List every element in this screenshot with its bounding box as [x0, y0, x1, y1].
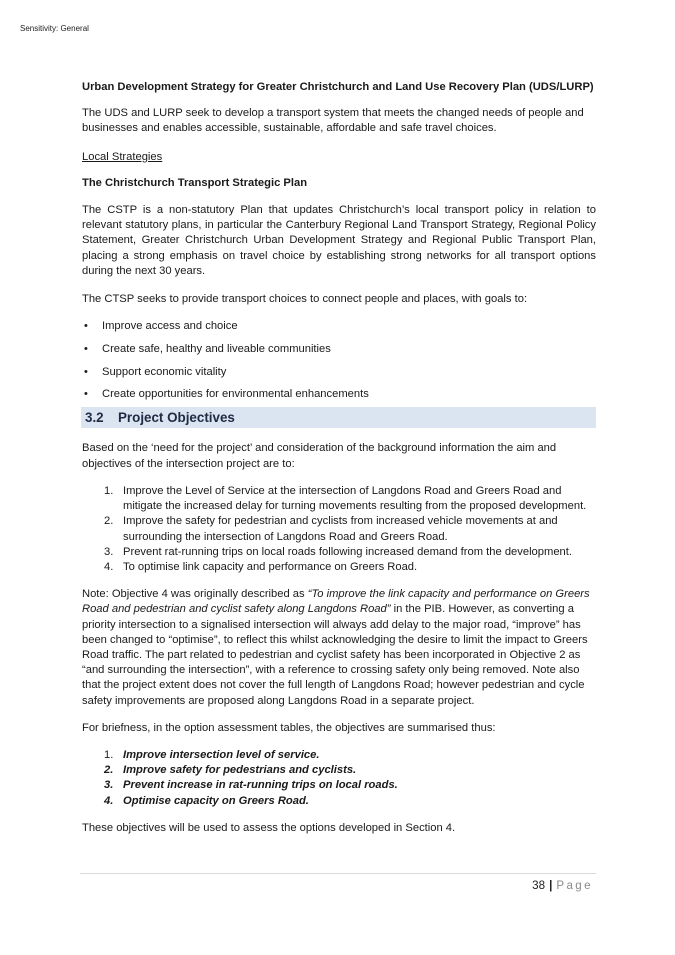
uds-body: The UDS and LURP seek to develop a transport system that meets the changed needs of people and businesses and enables accessible, sustainable, affordable and safe travel choices. [82, 107, 584, 135]
sensitivity-label: Sensitivity: General [20, 24, 89, 33]
objective-note: Note: Objective 4 was originally described as “To improve the link capacity and performance on Greers Road and pedestrian and cyclist safety along Langdons Road” in the PIB. However, as converting a priority intersection to a signalised intersection will always add delay to the major road, “improve” has been changed to “optimise”, to reflect this whilst acknowledging the desire to limit the impact to Greers Road traffic. The part related to pedestrian and cyclist safety has been incorporated in Objective 2 as “and surrounding the intersection”, with a reference to crossing safety only being removed. Note also that the project extent does not cover the full length of Langdons Road; however pedestrian and cycle safety improvements are proposed along Langdons Road in a separate project. [82, 588, 590, 707]
local-strategies-heading: Local Strategies [82, 150, 163, 163]
objectives-list [82, 484, 596, 575]
list-item: • Improve access and choice [82, 319, 596, 334]
summary-closing: These objectives will be used to assess the options developed in Section 4. [82, 821, 456, 834]
document-body [82, 80, 596, 836]
list-item: 4. Optimise capacity on Greers Road. [104, 794, 309, 807]
bullet-icon: • [84, 320, 88, 333]
ctsp-intro: The CTSP seeks to provide transport choices to connect people and places, with goals to: [82, 293, 528, 306]
list-item: 2. Improve the safety for pedestrian and cyclists from increased vehicle movements at and surrounding the intersection of Langdons Road and Greers Road. [104, 515, 558, 543]
list-item: 3. Prevent increase in rat-running trips on local roads. [104, 779, 398, 792]
footer-separator: | [549, 879, 553, 892]
list-item: 1. Improve intersection level of service. [104, 748, 320, 761]
footer-divider [80, 873, 596, 874]
list-item: 4. To optimise link capacity and performance on Greers Road. [104, 560, 418, 573]
objectives-intro: Based on the ‘need for the project’ and consideration of the background information the aim and objectives of the intersection project are to: [82, 442, 557, 470]
page-number: 38 [532, 879, 546, 892]
cstp-heading: The Christchurch Transport Strategic Plan [82, 176, 308, 189]
list-item: • Create safe, healthy and liveable communities [82, 342, 596, 357]
summary-intro: For briefness, in the option assessment tables, the objectives are summarised thus: [82, 721, 496, 734]
section-title: Project Objectives [118, 410, 235, 426]
summary-list [82, 748, 596, 809]
bullet-icon: • [84, 388, 88, 401]
list-item: • Support economic vitality [82, 365, 596, 380]
list-item: • Create opportunities for environmental enhancements [82, 387, 596, 402]
bullet-icon: • [84, 342, 88, 355]
cstp-body: The CSTP is a non-statutory Plan that updates Christchurch’s local transport policy in relation to relevant statutory plans, in particular the Canterbury Regional Land Transport Strategy, Regional Policy Statement, Greater Christchurch Urban Development Strategy and Regional Public Transport Plan, placing a strong emphasis on travel choice by establishing strong networks for all transport options during the next 30 years. [82, 204, 596, 277]
goals-list [82, 319, 596, 402]
section-number: 3.2 [85, 410, 104, 426]
page-label: Page [556, 879, 593, 892]
list-item: 2. Improve safety for pedestrians and cyclists. [104, 764, 357, 777]
uds-heading: Urban Development Strategy for Greater Christchurch and Land Use Recovery Plan (UDS/LURP) [82, 81, 594, 93]
section-heading [81, 407, 596, 428]
list-item: 3. Prevent rat-running trips on local roads following increased demand from the development. [104, 545, 572, 558]
page-footer [532, 879, 593, 892]
bullet-icon: • [84, 365, 88, 378]
list-item: 1. Improve the Level of Service at the intersection of Langdons Road and Greers Road and mitigate the increased delay for turning movements resulting from the proposed development. [104, 484, 587, 513]
